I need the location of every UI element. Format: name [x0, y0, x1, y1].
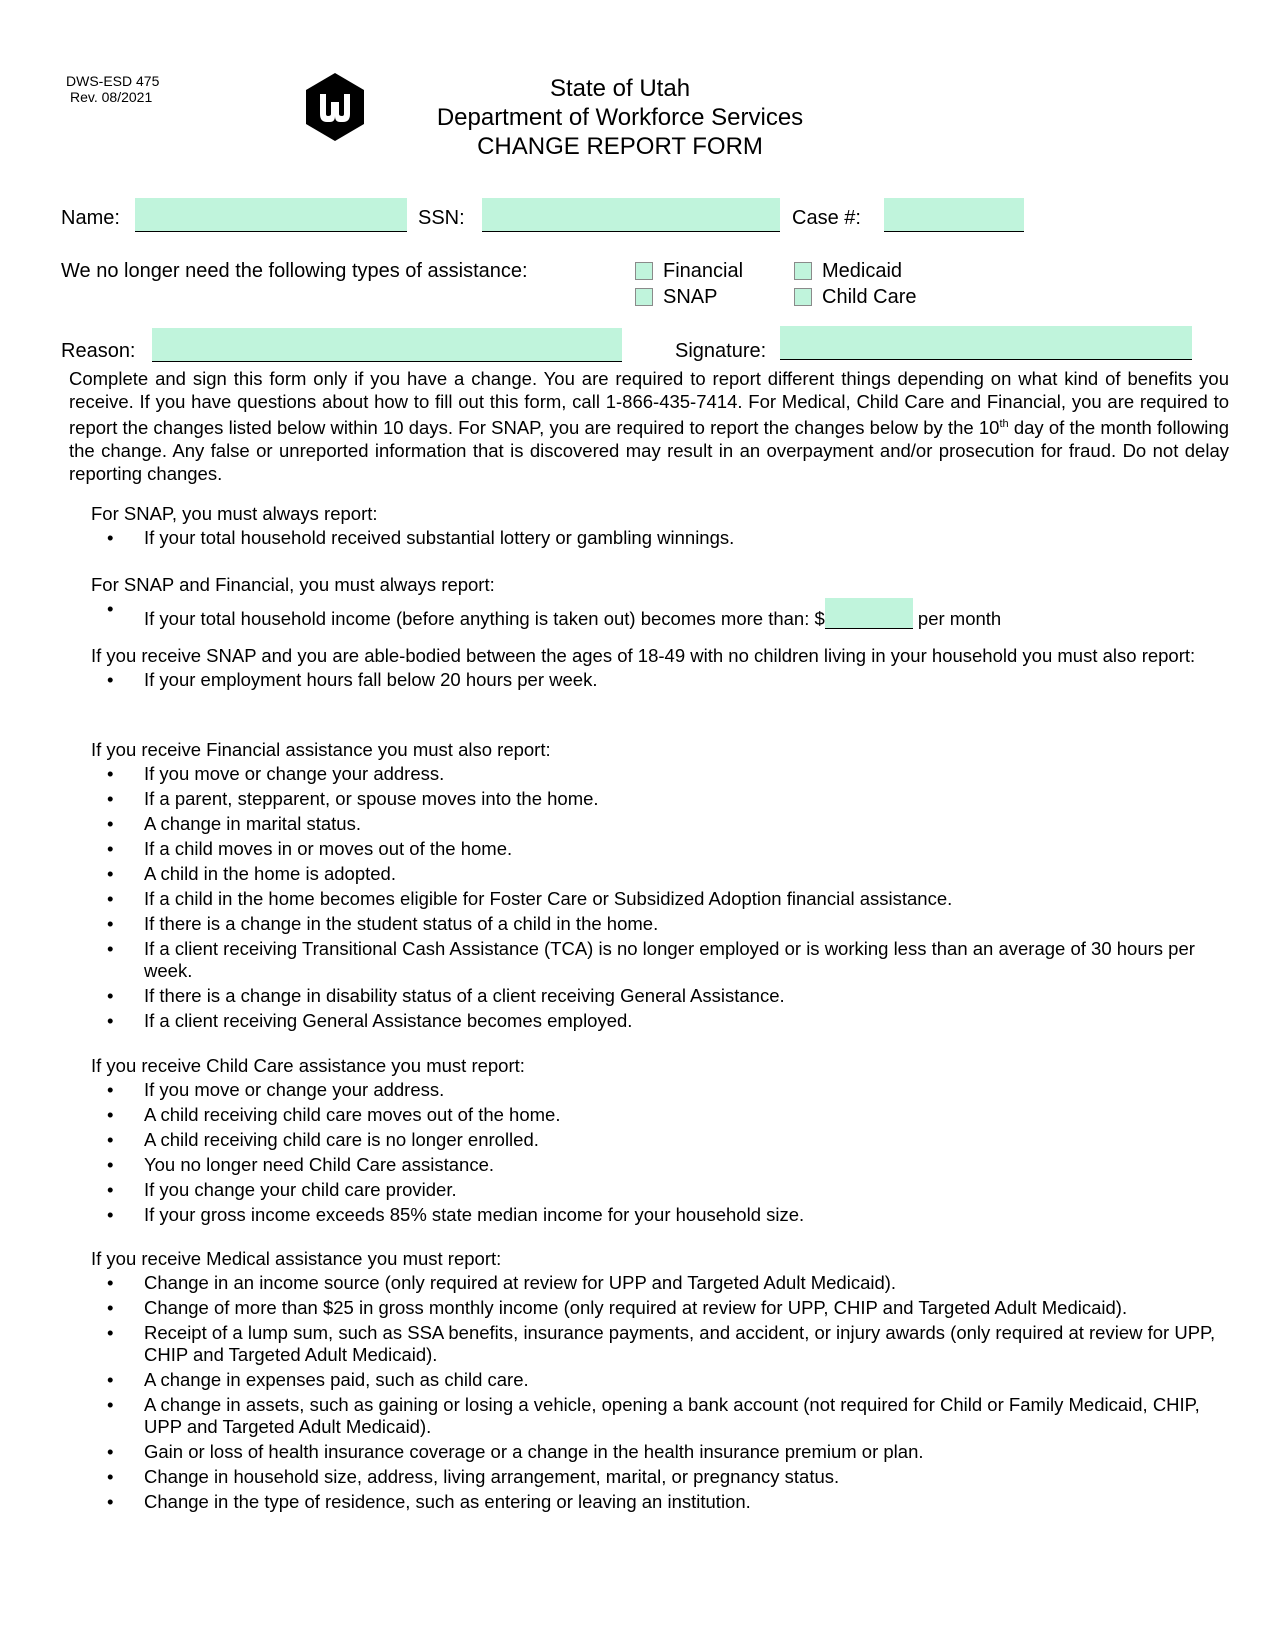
ssn-field[interactable] [482, 198, 780, 232]
list-item: • A change in marital status. [144, 813, 1231, 835]
abawd-section-title: If you receive SNAP and you are able-bodied between the ages of 18-49 with no children living in your household you must also report: [91, 645, 1196, 666]
snap-option-label: SNAP [663, 286, 718, 308]
list-item: • Receipt of a lump sum, such as SSA benefits, insurance payments, and accident, or injury awards (only required at review for UPP, CHIP and Targeted Adult Medicaid). [144, 1322, 1231, 1366]
child-care-section-title: If you receive Child Care assistance you must report: [91, 1055, 525, 1076]
list-item: • If a client receiving General Assistance becomes employed. [144, 1010, 1231, 1032]
header-department: Department of Workforce Services [436, 104, 804, 131]
name-label: Name: [61, 207, 120, 229]
dws-logo-icon [304, 72, 366, 142]
list-item: • If you move or change your address. [144, 763, 1231, 785]
snap-section-title: For SNAP, you must always report: [91, 503, 378, 524]
list-item: • You no longer need Child Care assistance. [144, 1154, 1231, 1176]
header-state: State of Utah [549, 75, 691, 102]
abawd-section [91, 645, 1231, 694]
list-item: • A change in expenses paid, such as child care. [144, 1369, 1231, 1391]
list-item [144, 598, 1231, 630]
snap-financial-section [91, 574, 1231, 633]
per-month-text: per month [912, 608, 1002, 629]
header-form-title: CHANGE REPORT FORM [477, 133, 763, 160]
form-number: DWS-ESD 475 [66, 73, 160, 89]
list-item: • If a client receiving Transitional Cash Assistance (TCA) is no longer employed or is working less than an average of 30 hours per week. [144, 938, 1231, 982]
instructions-paragraph [69, 367, 1229, 485]
financial-section [91, 739, 1231, 1035]
medicaid-option-label: Medicaid [822, 260, 903, 282]
case-number-label: Case #: [792, 207, 861, 229]
medical-section [91, 1248, 1231, 1516]
instructions-text-2: day of the month following the change. Any false or unreported information that is discovered may result in an overpayment and/or prosecution for fraud. Do not delay reporting changes. [69, 417, 1229, 485]
list-item: • If there is a change in disability status of a client receiving General Assistance. [144, 985, 1231, 1007]
income-limit-field[interactable] [825, 598, 913, 629]
list-item: • If you change your child care provider. [144, 1179, 1231, 1201]
list-item: • Change in the type of residence, such as entering or leaving an institution. [144, 1491, 1231, 1513]
list-item: • If there is a change in the student status of a child in the home. [144, 913, 1231, 935]
assistance-prompt: We no longer need the following types of assistance: [61, 260, 528, 282]
financial-option-label: Financial [663, 260, 744, 282]
list-item: • If a child in the home becomes eligible for Foster Care or Subsidized Adoption financial assistance. [144, 888, 1231, 910]
list-item: • Gain or loss of health insurance coverage or a change in the health insurance premium or plan. [144, 1441, 1231, 1463]
reason-label: Reason: [61, 340, 136, 362]
list-item: • A change in assets, such as gaining or losing a vehicle, opening a bank account (not required for Child or Family Medicaid, CHIP, UPP and Targeted Adult Medicaid). [144, 1394, 1231, 1438]
child-care-option-label: Child Care [822, 286, 917, 308]
list-item: • If your gross income exceeds 85% state median income for your household size. [144, 1204, 1231, 1226]
form-header [380, 74, 860, 161]
list-item: • If a child moves in or moves out of the home. [144, 838, 1231, 860]
income-limit-text: If your total household income (before anything is taken out) becomes more than: $ [144, 608, 825, 629]
list-item: • Change in an income source (only required at review for UPP and Targeted Adult Medicaid). [144, 1272, 1231, 1294]
reason-field[interactable] [152, 328, 622, 362]
financial-checkbox[interactable] [635, 262, 653, 280]
child-care-section [91, 1055, 1231, 1229]
medicaid-checkbox[interactable] [794, 262, 812, 280]
list-item: • If your employment hours fall below 20 hours per week. [144, 669, 1231, 691]
signature-field[interactable] [780, 326, 1192, 360]
child-care-checkbox[interactable] [794, 288, 812, 306]
list-item: • Change in household size, address, living arrangement, marital, or pregnancy status. [144, 1466, 1231, 1488]
list-item: • A child receiving child care is no longer enrolled. [144, 1129, 1231, 1151]
list-item: • A child receiving child care moves out of the home. [144, 1104, 1231, 1126]
list-item: • If a parent, stepparent, or spouse moves into the home. [144, 788, 1231, 810]
instructions-text-1: Complete and sign this form only if you have a change. You are required to report different things depending on what kind of benefits you receive. If you have questions about how to fill out this form, call 1-866-435-7414. For Medical, Child Care and Financial, you are required to report the changes listed below within 10 days. For SNAP, you are required to report the changes below by the 10 [69, 368, 1229, 439]
list-item: • Change of more than $25 in gross monthly income (only required at review for UPP, CHIP and Targeted Adult Medicaid). [144, 1297, 1231, 1319]
ssn-label: SSN: [418, 207, 465, 229]
financial-section-title: If you receive Financial assistance you must also report: [91, 739, 551, 760]
list-item: • If your total household received substantial lottery or gambling winnings. [144, 527, 1231, 549]
signature-label: Signature: [675, 340, 767, 362]
snap-checkbox[interactable] [635, 288, 653, 306]
list-item: • If you move or change your address. [144, 1079, 1231, 1101]
medical-section-title: If you receive Medical assistance you must report: [91, 1248, 502, 1269]
name-field[interactable] [135, 198, 407, 232]
instructions-superscript: th [999, 418, 1009, 430]
form-code [66, 73, 159, 105]
form-revision: Rev. 08/2021 [70, 89, 153, 105]
list-item: • A child in the home is adopted. [144, 863, 1231, 885]
snap-financial-section-title: For SNAP and Financial, you must always report: [91, 574, 495, 595]
snap-section [91, 503, 1231, 552]
case-number-field[interactable] [884, 198, 1024, 232]
